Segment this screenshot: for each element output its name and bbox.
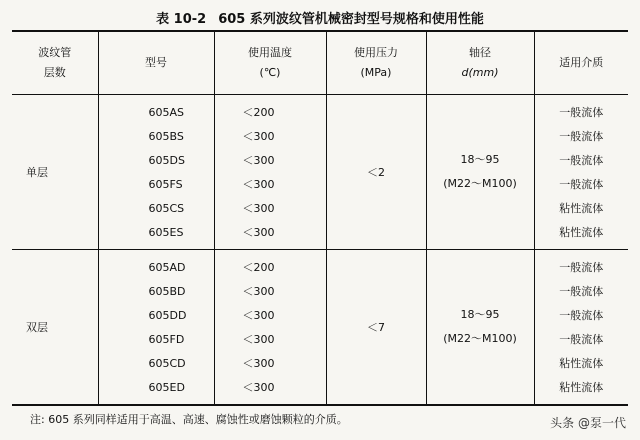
temp-value: ＜300 (242, 178, 275, 191)
model-value: 605FD (148, 333, 185, 346)
media-value: 一般流体 (559, 154, 604, 167)
temp-value: ＜300 (242, 154, 275, 167)
header-layers-line2: 层数 (43, 66, 66, 79)
layer-cell: 双层 (12, 250, 98, 406)
temp-value: ＜300 (242, 202, 275, 215)
media-value: 一般流体 (559, 106, 604, 119)
pressure-cell: ＜7 (326, 250, 426, 406)
temp-value: ＜300 (242, 309, 275, 322)
model-value: 605DS (148, 154, 185, 167)
model-value: 605AS (148, 106, 185, 119)
model-value: 605FS (148, 178, 183, 191)
shaft-thread: (M22～M100) (443, 332, 517, 345)
model-value: 605ED (148, 381, 185, 394)
spec-table (12, 30, 628, 406)
temp-value: ＜300 (242, 130, 275, 143)
model-cell (98, 250, 214, 406)
header-layers-line1: 波纹管 (38, 46, 72, 59)
model-cell (98, 95, 214, 250)
header-shaft (426, 31, 534, 95)
shaft-thread: (M22～M100) (443, 177, 517, 190)
media-value: 一般流体 (559, 261, 604, 274)
layer-cell: 单层 (12, 95, 98, 250)
media-value: 一般流体 (559, 130, 604, 143)
watermark: 头条 @泵一代 (550, 416, 626, 430)
media-value: 粘性流体 (559, 381, 604, 394)
table-note: 注: 605 系列同样适用于高温、高速、腐蚀性或磨蚀颗粒的介质。 (30, 413, 348, 426)
temp-value: ＜300 (242, 333, 275, 346)
temp-value: ＜300 (242, 226, 275, 239)
media-value: 粘性流体 (559, 226, 604, 239)
media-cell (534, 250, 628, 406)
header-row (12, 31, 628, 95)
header-pressure-line2: (MPa) (360, 66, 392, 79)
header-media: 适用介质 (534, 31, 628, 95)
header-model: 型号 (98, 31, 214, 95)
model-value: 605DD (148, 309, 187, 322)
media-value: 一般流体 (559, 309, 604, 322)
shaft-range: 18～95 (460, 153, 500, 166)
table-row (12, 250, 628, 406)
header-shaft-line2: d(mm) (461, 66, 499, 79)
table-title (0, 8, 640, 27)
shaft-cell (426, 95, 534, 250)
model-value: 605CS (148, 202, 185, 215)
temp-value: ＜300 (242, 381, 275, 394)
header-temp-line1: 使用温度 (248, 46, 292, 59)
temp-value: ＜300 (242, 357, 275, 370)
pressure-cell: ＜2 (326, 95, 426, 250)
table-row (12, 95, 628, 250)
temp-value: ＜200 (242, 261, 275, 274)
header-pressure-line1: 使用压力 (354, 46, 398, 59)
header-temp (214, 31, 326, 95)
model-value: 605AD (148, 261, 186, 274)
model-value: 605BD (148, 285, 186, 298)
model-value: 605ES (148, 226, 184, 239)
header-shaft-line1: 轴径 (469, 46, 491, 59)
media-value: 一般流体 (559, 333, 604, 346)
header-temp-line2: (℃) (259, 66, 281, 79)
table-number: 表 10-2 (156, 12, 207, 27)
media-value: 一般流体 (559, 285, 604, 298)
header-layers (12, 31, 98, 95)
media-value: 粘性流体 (559, 357, 604, 370)
shaft-cell (426, 250, 534, 406)
media-cell (534, 95, 628, 250)
shaft-range: 18～95 (460, 308, 500, 321)
table-title-text: 605 系列波纹管机械密封型号规格和使用性能 (218, 12, 484, 27)
header-pressure (326, 31, 426, 95)
media-value: 粘性流体 (559, 202, 604, 215)
model-value: 605BS (148, 130, 184, 143)
model-value: 605CD (148, 357, 186, 370)
temp-cell (214, 95, 326, 250)
temp-value: ＜200 (242, 106, 275, 119)
temp-cell (214, 250, 326, 406)
temp-value: ＜300 (242, 285, 275, 298)
media-value: 一般流体 (559, 178, 604, 191)
